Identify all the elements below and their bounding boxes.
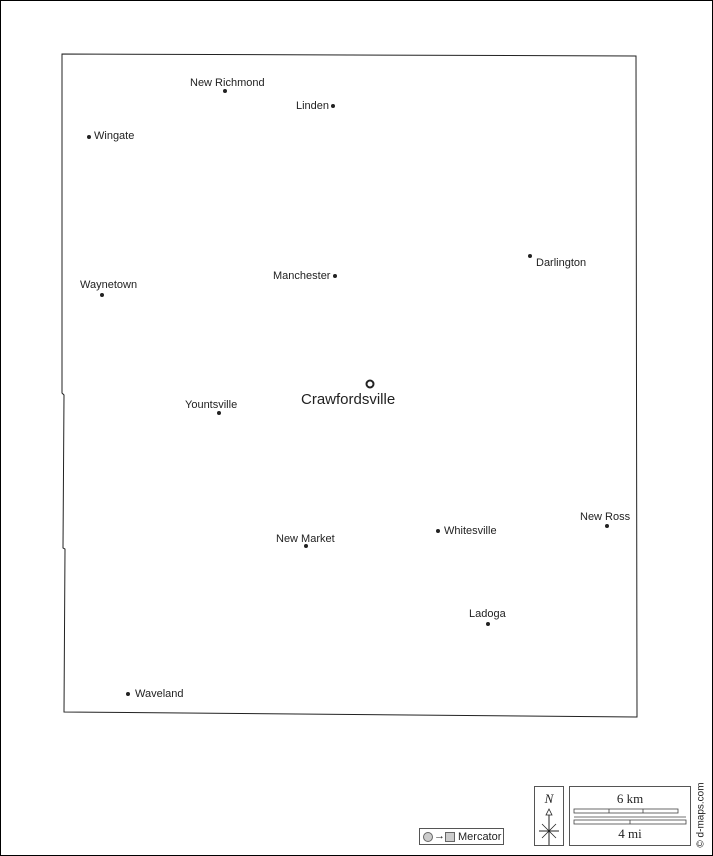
town-dot-ladoga [486,622,490,626]
town-label-whitesville: Whitesville [444,525,497,537]
town-label-waveland: Waveland [135,688,184,700]
town-label-new-richmond: New Richmond [190,77,265,89]
town-dot-whitesville [436,529,440,533]
town-label-linden: Linden [296,100,330,112]
town-label-new-market: New Market [276,533,335,545]
county-boundary [62,54,637,717]
county-seat-label: Crawfordsville [301,391,396,408]
town-label-darlington: Darlington [536,257,587,269]
north-arrow-box [534,786,564,846]
town-dot-new-richmond [223,89,227,93]
town-dot-waynetown [100,293,104,297]
town-dot-new-ross [605,524,609,528]
scale-bar [570,807,690,827]
arrow-right-icon: → [434,830,445,842]
town-dot-waveland [126,692,130,696]
map-plane-icon [445,832,455,842]
town-label-waynetown: Waynetown [80,279,138,291]
town-label-ladoga: Ladoga [469,608,506,620]
town-label-yountsville: Yountsville [185,399,238,411]
county-seat-marker [367,381,374,388]
credit-text: © d-maps.com [695,782,707,848]
projection-legend [419,828,504,845]
town-dot-yountsville [217,411,221,415]
town-dot-wingate [87,135,91,139]
compass-icon [535,807,563,847]
town-label-manchester: Manchester [273,270,331,282]
globe-icon [423,832,433,842]
town-label-new-ross: New Ross [580,511,631,523]
projection-label: Mercator [458,831,502,843]
scale-km-label: 6 km [616,791,644,806]
town-dot-darlington [528,254,532,258]
town-dot-linden [331,104,335,108]
town-dot-manchester [333,274,337,278]
scale-mi-label: 4 mi [618,826,642,841]
north-label: N [544,791,554,806]
town-label-wingate: Wingate [94,130,135,142]
credit-label [693,778,709,852]
scale-bar-box [569,786,691,846]
